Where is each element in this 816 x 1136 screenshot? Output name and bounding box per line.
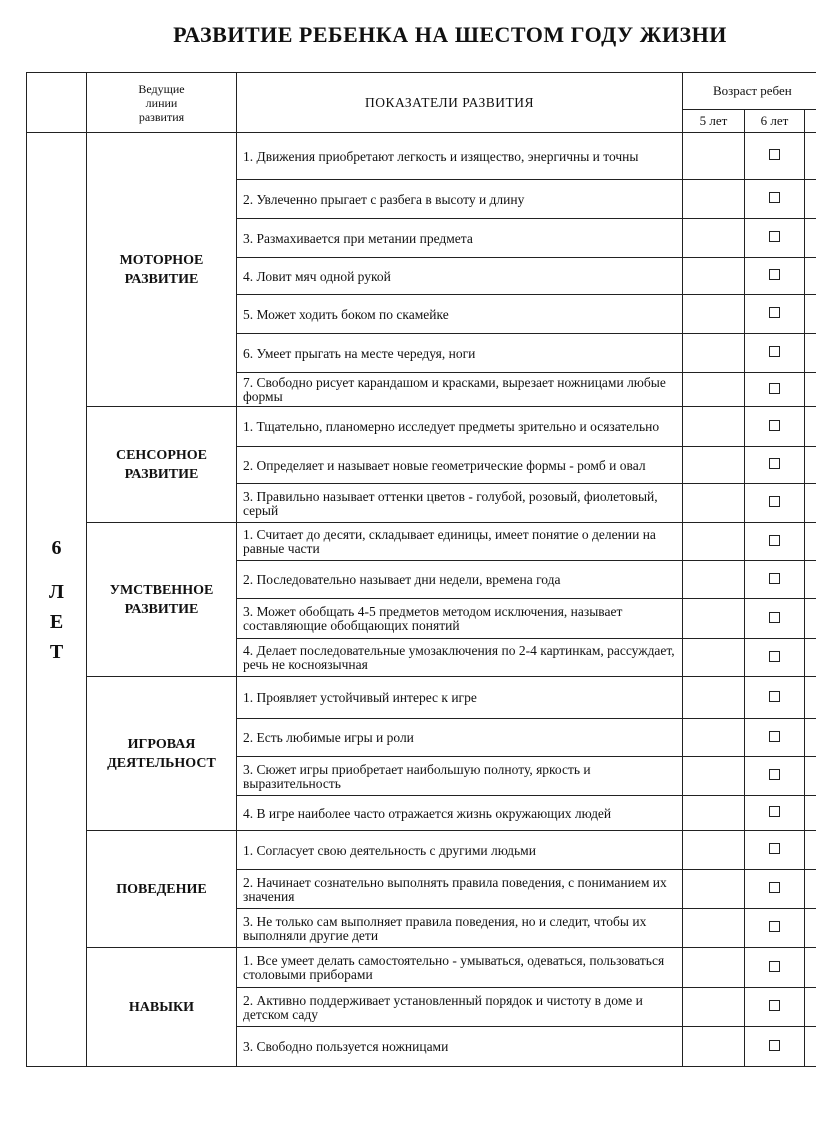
age-6-cell [745, 719, 805, 757]
age-7-cell [805, 870, 816, 909]
checkbox[interactable] [769, 651, 780, 662]
age-6-cell [745, 219, 805, 258]
category-cell [87, 831, 237, 948]
age-5-cell [683, 295, 745, 334]
indicator-row [27, 407, 816, 447]
indicator-row [27, 133, 816, 180]
category-name: РАЗВИТИЕ [124, 601, 199, 617]
checkbox[interactable] [769, 192, 780, 203]
age-side-label [27, 133, 87, 1067]
category-name: УМСТВЕННОЕ [109, 582, 214, 598]
checkbox[interactable] [769, 1000, 780, 1011]
checkbox[interactable] [769, 843, 780, 854]
age-7-cell [805, 757, 816, 796]
age-header: Возраст ребен [683, 73, 816, 110]
development-table [26, 72, 816, 1067]
age-6-cell [745, 407, 805, 447]
table-body [27, 133, 816, 1067]
age-5-cell [683, 639, 745, 677]
age-6-cell [745, 1027, 805, 1067]
checkbox[interactable] [769, 231, 780, 242]
indicator-row [27, 523, 816, 561]
checkbox[interactable] [769, 383, 780, 394]
header-row-top [27, 73, 816, 110]
indicator-text: 2. Есть любимые игры и роли [237, 719, 683, 757]
age-7-cell [805, 373, 816, 407]
indicator-text: 3. Не только сам выполняет правила поведения, но и следит, чтобы их выполняли другие дети [237, 909, 683, 948]
checkbox[interactable] [769, 731, 780, 742]
age-5-cell [683, 258, 745, 295]
age-6-cell [745, 599, 805, 639]
indicator-text: 4. Делает последовательные умозаключения по 2-4 картинкам, рассуждает, речь не косноязычная [237, 639, 683, 677]
age-6-cell [745, 870, 805, 909]
age-7-cell [805, 407, 816, 447]
indicator-text: 1. Согласует свою деятельность с другими людьми [237, 831, 683, 870]
age-7-cell [805, 677, 816, 719]
checkbox[interactable] [769, 269, 780, 280]
category-name: РАЗВИТИЕ [124, 271, 199, 287]
lines-header: Ведущие линии развития [87, 73, 237, 133]
age-6-cell [745, 988, 805, 1027]
age-7-cell [805, 334, 816, 373]
age-5-cell [683, 757, 745, 796]
indicator-row [27, 948, 816, 988]
age-side-char: 6 [51, 536, 62, 559]
age-5-cell [683, 523, 745, 561]
indicator-text: 1. Считает до десяти, складывает единицы, имеет понятие о делении на равные части [237, 523, 683, 561]
age-7-cell [805, 561, 816, 599]
checkbox[interactable] [769, 921, 780, 932]
category-cell [87, 677, 237, 831]
age-6-cell [745, 561, 805, 599]
indicator-text: 6. Умеет прыгать на месте чередуя, ноги [237, 334, 683, 373]
category-name: РАЗВИТИЕ [124, 466, 199, 482]
category-name: ИГРОВАЯ [127, 736, 196, 752]
age-6-cell [745, 447, 805, 484]
page-title: РАЗВИТИЕ РЕБЕНКА НА ШЕСТОМ ГОДУ ЖИЗНИ [173, 22, 727, 47]
checkbox[interactable] [769, 535, 780, 546]
age-7-cell [805, 599, 816, 639]
checkbox[interactable] [769, 806, 780, 817]
checkbox[interactable] [769, 1040, 780, 1051]
age-5-cell [683, 719, 745, 757]
indicator-row [27, 831, 816, 870]
category-cell [87, 133, 237, 407]
indicator-text: 2. Последовательно называет дни недели, времена года [237, 561, 683, 599]
indicator-text: 3. Правильно называет оттенки цветов - голубой, розовый, фиолетовый, серый [237, 484, 683, 523]
age-7-cell [805, 796, 816, 831]
indicator-text: 3. Сюжет игры приобретает наибольшую полноту, яркость и выразительность [237, 757, 683, 796]
age-7-cell [805, 484, 816, 523]
indicator-text: 1. Движения приобретают легкость и изящество, энергичны и точны [237, 133, 683, 180]
age-6-cell [745, 639, 805, 677]
age-5-cell [683, 407, 745, 447]
age-5-cell [683, 909, 745, 948]
age-6-header: 6 лет [745, 110, 805, 133]
age-6-cell [745, 948, 805, 988]
age-7-cell [805, 639, 816, 677]
checkbox[interactable] [769, 573, 780, 584]
category-name: ДЕЯТЕЛЬНОСТ [107, 755, 216, 771]
checkbox[interactable] [769, 149, 780, 160]
age-5-cell [683, 447, 745, 484]
age-7-cell [805, 133, 816, 180]
age-6-cell [745, 677, 805, 719]
age-7-cell [805, 909, 816, 948]
age-7-cell [805, 180, 816, 219]
age-7-cell [805, 948, 816, 988]
indicator-row [27, 677, 816, 719]
category-name: МОТОРНОЕ [119, 252, 204, 268]
checkbox[interactable] [769, 458, 780, 469]
age-5-cell [683, 796, 745, 831]
age-7-cell [805, 447, 816, 484]
checkbox[interactable] [769, 882, 780, 893]
age-5-cell [683, 561, 745, 599]
age-6-cell [745, 295, 805, 334]
checkbox[interactable] [769, 307, 780, 318]
age-6-cell [745, 484, 805, 523]
age-6-cell [745, 373, 805, 407]
age-side-char: Е [49, 610, 64, 633]
age-6-cell [745, 133, 805, 180]
age-5-cell [683, 948, 745, 988]
age-7-cell [805, 219, 816, 258]
age-6-cell [745, 258, 805, 295]
age-6-cell [745, 796, 805, 831]
indicator-text: 1. Все умеет делать самостоятельно - умываться, одеваться, пользоваться столовыми приборами [237, 948, 683, 988]
age-7-cell [805, 988, 816, 1027]
indicator-text: 2. Определяет и называет новые геометрические формы - ромб и овал [237, 447, 683, 484]
indicator-text: 3. Размахивается при метании предмета [237, 219, 683, 258]
age-side-char: Л [49, 580, 64, 603]
indicator-text: 7. Свободно рисует карандашом и красками, вырезает ножницами любые формы [237, 373, 683, 407]
category-name: СЕНСОРНОЕ [115, 447, 207, 463]
category-cell [87, 407, 237, 523]
indicator-text: 3. Свободно пользуется ножницами [237, 1027, 683, 1067]
age-5-cell [683, 133, 745, 180]
category-cell [87, 523, 237, 677]
age-5-cell [683, 677, 745, 719]
age-6-cell [745, 831, 805, 870]
indicator-text: 4. Ловит мяч одной рукой [237, 258, 683, 295]
age-7-cell [805, 1027, 816, 1067]
checkbox[interactable] [769, 691, 780, 702]
age-5-cell [683, 870, 745, 909]
indicator-text: 5. Может ходить боком по скамейке [237, 295, 683, 334]
age-5-cell [683, 988, 745, 1027]
age-7-cell [805, 258, 816, 295]
indicators-header: ПОКАЗАТЕЛИ РАЗВИТИЯ [237, 73, 683, 133]
checkbox[interactable] [769, 346, 780, 357]
age-6-cell [745, 334, 805, 373]
age-5-cell [683, 599, 745, 639]
checkbox[interactable] [769, 769, 780, 780]
age-6-cell [745, 757, 805, 796]
age-5-cell [683, 219, 745, 258]
age-7-cell [805, 523, 816, 561]
category-name: ПОВЕДЕНИЕ [116, 881, 207, 897]
age-7-cell [805, 295, 816, 334]
indicator-text: 2. Начинает сознательно выполнять правила поведения, с пониманием их значения [237, 870, 683, 909]
indicator-text: 4. В игре наиболее часто отражается жизнь окружающих людей [237, 796, 683, 831]
age-5-cell [683, 1027, 745, 1067]
indicator-text: 1. Проявляет устойчивый интерес к игре [237, 677, 683, 719]
category-name: НАВЫКИ [128, 999, 195, 1015]
age-7-cell [805, 831, 816, 870]
indicator-text: 1. Тщательно, планомерно исследует предметы зрительно и осязательно [237, 407, 683, 447]
checkbox[interactable] [769, 961, 780, 972]
age-6-cell [745, 523, 805, 561]
age-6-cell [745, 180, 805, 219]
age-5-cell [683, 373, 745, 407]
age-7-cell [805, 719, 816, 757]
age-5-cell [683, 484, 745, 523]
age-5-cell [683, 831, 745, 870]
checkbox[interactable] [769, 496, 780, 507]
age-5-cell [683, 334, 745, 373]
checkbox[interactable] [769, 420, 780, 431]
category-cell [87, 948, 237, 1067]
indicator-text: 2. Увлеченно прыгает с разбега в высоту и длину [237, 180, 683, 219]
age-5-cell [683, 180, 745, 219]
age-side-char: Т [49, 640, 64, 663]
age-7-header [805, 110, 816, 133]
indicator-text: 2. Активно поддерживает установленный порядок и чистоту в доме и детском саду [237, 988, 683, 1027]
corner-cell [27, 73, 87, 133]
indicator-text: 3. Может обобщать 4-5 предметов методом исключения, называет составляющие обобщающих понятий [237, 599, 683, 639]
checkbox[interactable] [769, 612, 780, 623]
age-6-cell [745, 909, 805, 948]
age-5-header: 5 лет [683, 110, 745, 133]
